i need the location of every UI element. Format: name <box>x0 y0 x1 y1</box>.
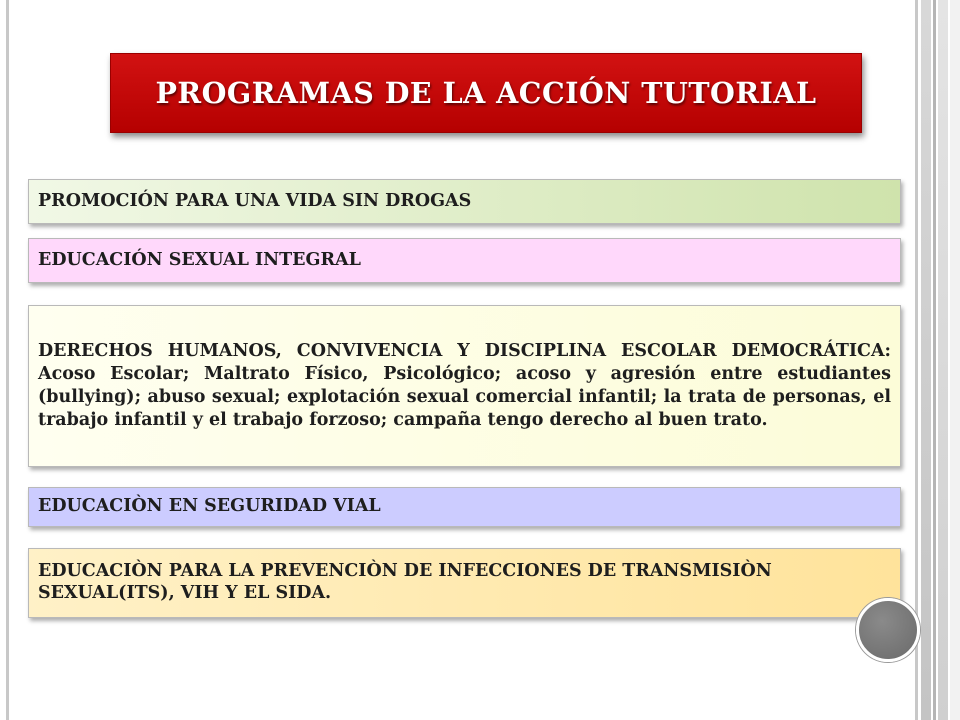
topic-sex-education <box>28 238 901 283</box>
slide-title-banner <box>110 53 862 133</box>
topic-text: PROMOCIÓN PARA UNA VIDA SIN DROGAS <box>38 190 472 211</box>
topic-text: EDUCACIÓN SEXUAL INTEGRAL <box>38 249 361 270</box>
edge-stripe <box>938 0 948 720</box>
slide-title: PROGRAMAS DE LA ACCIÓN TUTORIAL <box>155 76 817 110</box>
topic-human-rights <box>28 305 901 467</box>
edge-stripe <box>921 0 931 720</box>
topic-text: EDUCACIÒN EN SEGURIDAD VIAL <box>38 496 381 517</box>
edge-stripe <box>950 0 960 720</box>
topic-sti-prevention <box>28 548 901 618</box>
edge-stripe <box>933 0 936 720</box>
topic-drug-prevention <box>28 179 901 224</box>
topic-text: DERECHOS HUMANOS, CONVIVENCIA Y DISCIPLINA ESCOLAR DEMOCRÁTICA: Acoso Escolar; Maltrato Físico, Psicológico; acoso y agresión entre estudiantes (bullying); abuso sexual; explotación sexual comercial infantil; la trata de personas, el trabajo infantil y el trabajo forzoso; campaña tengo derecho al buen trato. <box>38 340 891 431</box>
topic-text: EDUCACIÒN PARA LA PREVENCIÒN DE INFECCIONES DE TRANSMISIÒN SEXUAL(ITS), VIH Y EL SIDA. <box>38 561 772 603</box>
decorative-circle <box>856 598 920 662</box>
topic-road-safety <box>28 487 901 527</box>
